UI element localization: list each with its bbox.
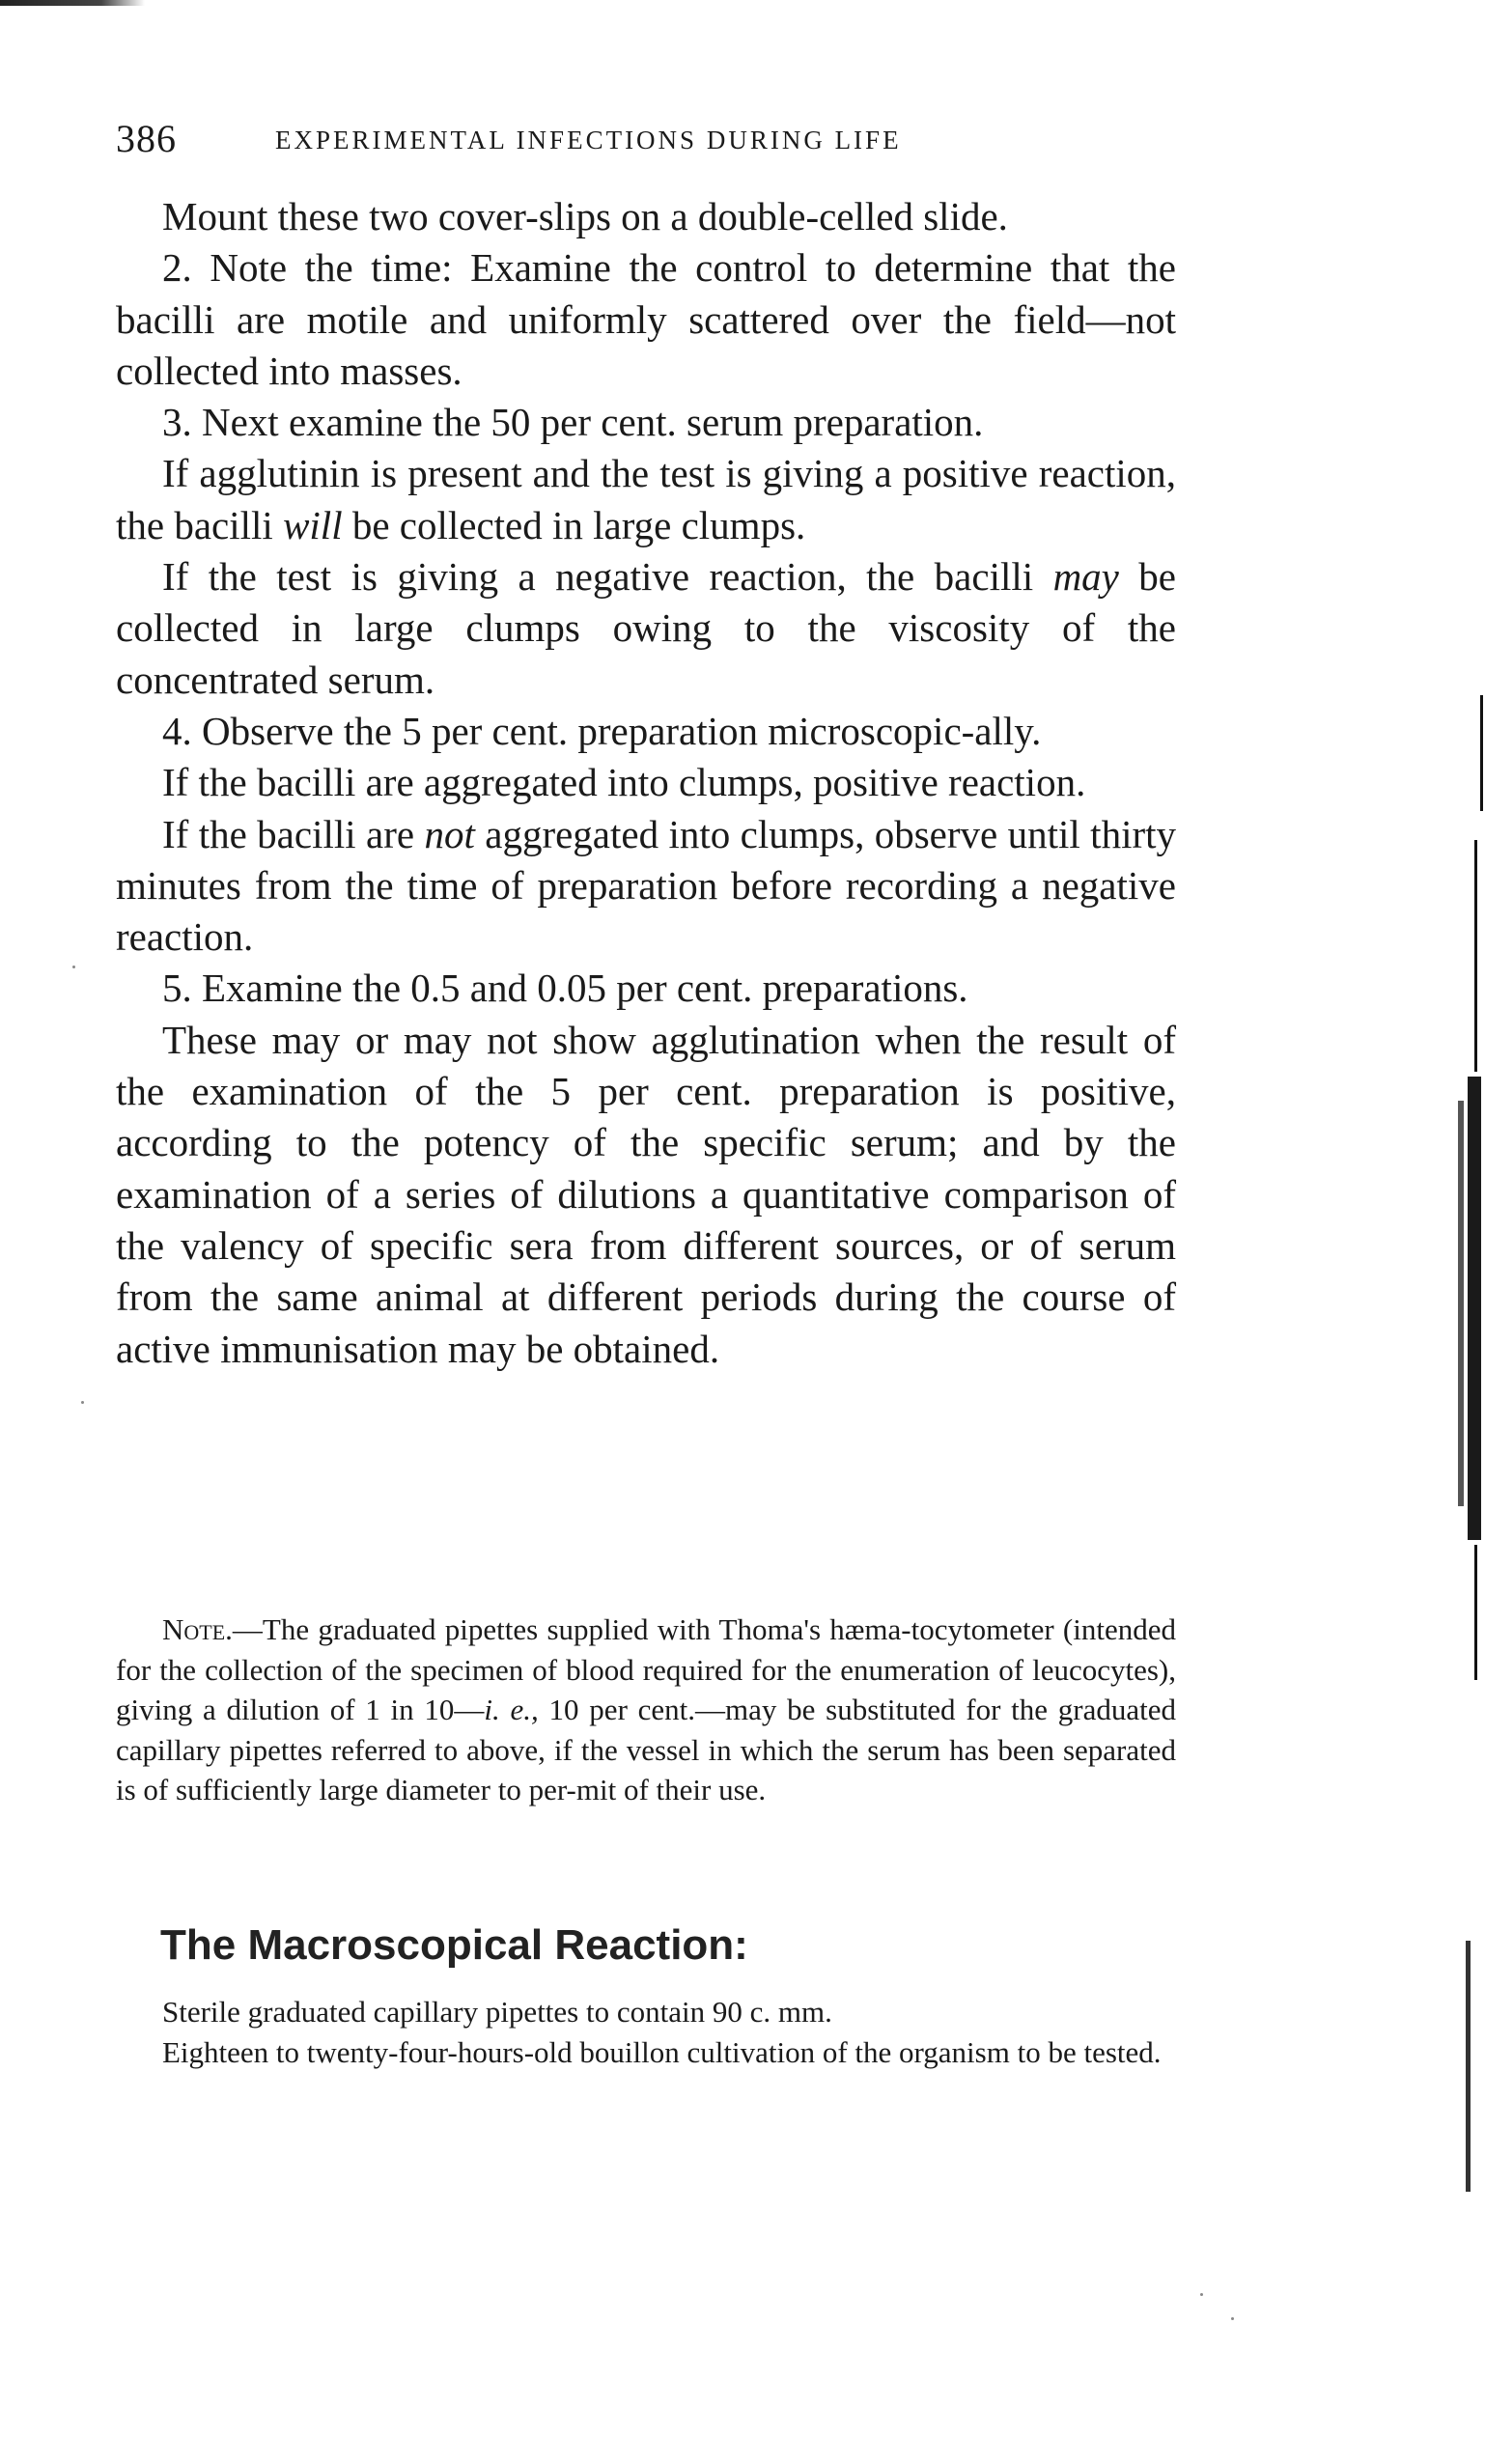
- text-run: If agglutinin is present and the test is giving a positive reaction, the bacilli: [116, 451, 1176, 547]
- scan-speck: [1231, 2317, 1234, 2320]
- scan-speck: [1200, 2293, 1203, 2296]
- note-paragraph: [116, 1610, 1176, 1810]
- scan-edge-bar: [1480, 695, 1483, 811]
- text-run: If the bacilli are: [162, 811, 425, 856]
- text-run: aggregated into clumps, observe until thirty minutes from the time of preparation before recording a negative reaction.: [116, 811, 1177, 960]
- paragraph: 5. Examine the 0.5 and 0.05 per cent. preparations.: [162, 966, 968, 1011]
- note-label: Note: [162, 1612, 226, 1646]
- text-run: 10 per cent.—may be substituted for the graduated capillary pipettes referred to above, if the vessel in which the serum has been separated is of sufficiently large diameter to per-mit of their use.: [116, 1693, 1177, 1806]
- paragraph: If the bacilli are aggregated into clumps, positive reaction.: [162, 760, 1086, 805]
- emphasis-text: i. e.,: [484, 1693, 539, 1726]
- scan-edge-bar: [1466, 1941, 1471, 2192]
- paragraph: Sterile graduated capillary pipettes to contain 90 c. mm.: [162, 1995, 832, 2029]
- running-head: EXPERIMENTAL INFECTIONS DURING LIFE: [275, 126, 902, 154]
- scan-speck: [81, 1401, 84, 1404]
- scan-edge-bar: [1474, 1545, 1477, 1680]
- emphasis-text: not: [424, 811, 475, 856]
- paragraph: Mount these two cover-slips on a double-celled slide.: [162, 194, 1008, 238]
- main-text: [116, 191, 1176, 1375]
- paragraph: Eighteen to twenty-four-hours-old bouillon cultivation of the organism to be tested.: [162, 2034, 1162, 2069]
- paragraph: 4. Observe the 5 per cent. preparation microscopic-ally.: [162, 708, 1042, 753]
- section-text: [116, 1992, 1188, 2072]
- text-run: .—The graduated pipettes supplied with Thoma's hæma-tocytometer (intended for the collection of the specimen of blood required for the enumeration of leucocytes), giving a dilution of 1 in 10—: [116, 1612, 1176, 1726]
- emphasis-text: will: [283, 502, 343, 547]
- scan-edge-mark: [0, 0, 145, 6]
- page-number: 386: [116, 117, 177, 160]
- text-run: If the test is giving a negative reaction, the bacilli: [162, 554, 1053, 600]
- emphasis-text: may: [1052, 554, 1119, 600]
- paragraph: [116, 809, 1176, 964]
- section-heading: The Macroscopical Reaction:: [160, 1921, 748, 1969]
- paragraph: [116, 448, 1176, 551]
- paragraph: 2. Note the time: Examine the control to determine that the bacilli are motile and uniformly scattered over the field—not collected into masses.: [116, 245, 1176, 393]
- footnote: [116, 1610, 1176, 1810]
- scan-edge-bar: [1458, 1101, 1464, 1506]
- paragraph: 3. Next examine the 50 per cent. serum preparation.: [162, 400, 984, 445]
- scan-edge-bar: [1468, 1077, 1481, 1540]
- scan-speck: [72, 966, 75, 968]
- text-run: be collected in large clumps owing to the viscosity of the concentrated serum.: [116, 554, 1176, 702]
- text-run: be collected in large clumps.: [342, 502, 806, 547]
- paragraph: These may or may not show agglutination when the result of the examination of the 5 per cent. preparation is positive, according to the potency of the specific serum; and by the examination of a series of dilutions a quantitative comparison of the valency of specific sera from different sources, or of serum from the same animal at different periods during the course of active immunisation may be obtained.: [116, 1017, 1176, 1371]
- page-header: [116, 116, 1178, 164]
- paragraph: [116, 551, 1176, 706]
- scan-edge-bar: [1474, 840, 1477, 1072]
